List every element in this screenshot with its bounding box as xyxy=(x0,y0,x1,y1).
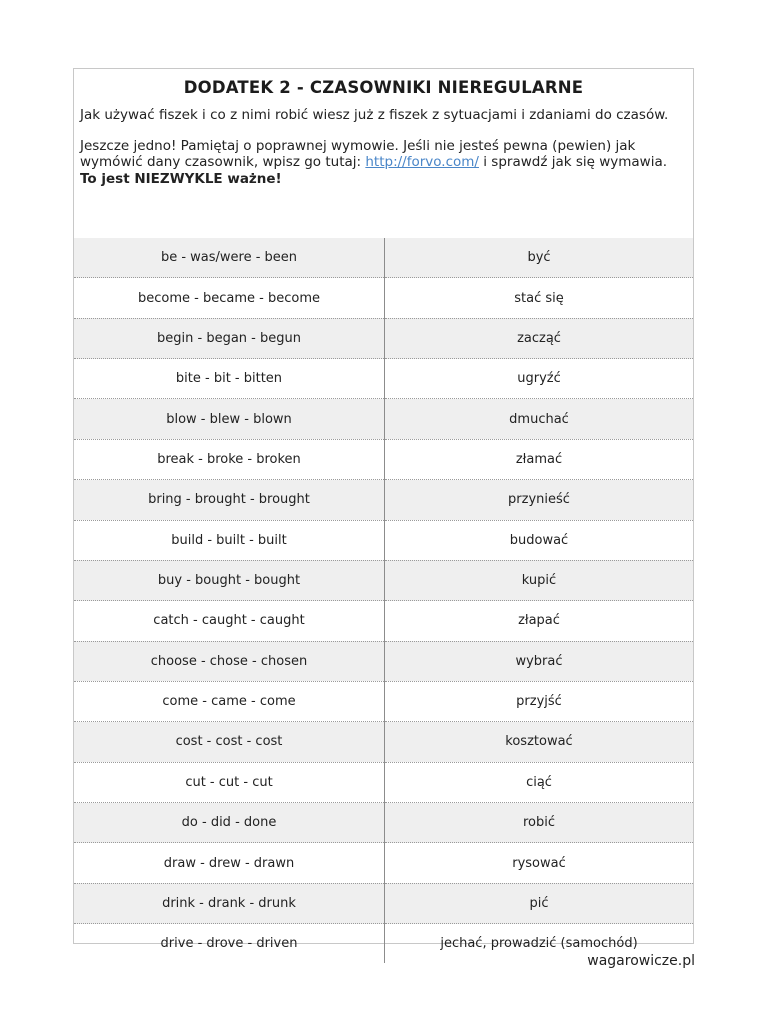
verb-forms-cell: drink - drank - drunk xyxy=(74,883,385,923)
table-row xyxy=(74,399,693,439)
table-row xyxy=(74,238,693,278)
verb-translation-cell: ugryźć xyxy=(385,359,694,399)
verb-translation-cell: stać się xyxy=(385,278,694,318)
table-row xyxy=(74,601,693,641)
table-row xyxy=(74,439,693,479)
verb-table-body xyxy=(74,238,693,963)
verb-translation-cell: złapać xyxy=(385,601,694,641)
table-row xyxy=(74,520,693,560)
intro-paragraph-1: Jak używać fiszek i co z nimi robić wiesz już z fiszek z sytuacjami i zdaniami do czasów. xyxy=(80,107,669,123)
verb-translation-cell: rysować xyxy=(385,843,694,883)
document-page xyxy=(73,68,694,952)
table-row xyxy=(74,278,693,318)
table-row xyxy=(74,359,693,399)
verb-forms-cell: come - came - come xyxy=(74,681,385,721)
verb-translation-cell: być xyxy=(385,238,694,278)
verb-translation-cell: ciąć xyxy=(385,762,694,802)
verb-forms-cell: build - built - built xyxy=(74,520,385,560)
irregular-verbs-table xyxy=(74,238,693,963)
table-row xyxy=(74,883,693,923)
footer-brand: wagarowicze.pl xyxy=(587,953,695,969)
verb-translation-cell: zacząć xyxy=(385,318,694,358)
verb-forms-cell: buy - bought - bought xyxy=(74,560,385,600)
verb-translation-cell: przynieść xyxy=(385,480,694,520)
table-row xyxy=(74,641,693,681)
intro-paragraph-2 xyxy=(80,138,687,188)
verb-translation-cell: robić xyxy=(385,803,694,843)
table-row xyxy=(74,803,693,843)
verb-translation-cell: kosztować xyxy=(385,722,694,762)
verb-translation-cell: jechać, prowadzić (samochód) xyxy=(440,936,638,952)
verb-translation-cell: dmuchać xyxy=(385,399,694,439)
verb-translation-cell: kupić xyxy=(385,560,694,600)
verb-forms-cell: bite - bit - bitten xyxy=(74,359,385,399)
verb-forms-cell: cost - cost - cost xyxy=(74,722,385,762)
table-row xyxy=(74,318,693,358)
table-row xyxy=(74,762,693,802)
page-title: DODATEK 2 - CZASOWNIKI NIEREGULARNE xyxy=(183,78,584,97)
forvo-link[interactable]: http://forvo.com/ xyxy=(365,154,479,170)
intro-text-before-link: Jeszcze jedno! Pamiętaj o poprawnej wymowie. Jeśli nie jesteś pewna (pewien) jak wymówić dany czasownik, wpisz go tutaj: xyxy=(80,137,636,170)
table-row xyxy=(74,681,693,721)
table-row xyxy=(74,843,693,883)
verb-translation-cell: złamać xyxy=(385,439,694,479)
verb-forms-cell: draw - drew - drawn xyxy=(74,843,385,883)
verb-forms-cell: cut - cut - cut xyxy=(74,762,385,802)
intro-text-after-link: i sprawdź jak się wymawia. xyxy=(478,154,668,170)
verb-translation-cell: budować xyxy=(385,520,694,560)
verb-forms-cell: choose - chose - chosen xyxy=(74,641,385,681)
table-row xyxy=(74,722,693,762)
intro-important-note: To jest NIEZWYKLE ważne! xyxy=(80,170,282,187)
intro-section xyxy=(74,107,693,187)
verb-forms-cell: drive - drove - driven xyxy=(74,924,385,964)
verb-forms-cell: bring - brought - brought xyxy=(74,480,385,520)
verb-forms-cell: blow - blew - blown xyxy=(74,399,385,439)
verb-translation-cell: pić xyxy=(385,883,694,923)
verb-forms-cell: break - broke - broken xyxy=(74,439,385,479)
verb-forms-cell: begin - began - begun xyxy=(74,318,385,358)
table-row xyxy=(74,480,693,520)
verb-forms-cell: catch - caught - caught xyxy=(74,601,385,641)
verb-translation-cell: wybrać xyxy=(385,641,694,681)
verb-forms-cell: do - did - done xyxy=(74,803,385,843)
verb-forms-cell: be - was/were - been xyxy=(74,238,385,278)
table-row xyxy=(74,560,693,600)
verb-forms-cell: become - became - become xyxy=(74,278,385,318)
verb-translation-cell: przyjść xyxy=(385,681,694,721)
